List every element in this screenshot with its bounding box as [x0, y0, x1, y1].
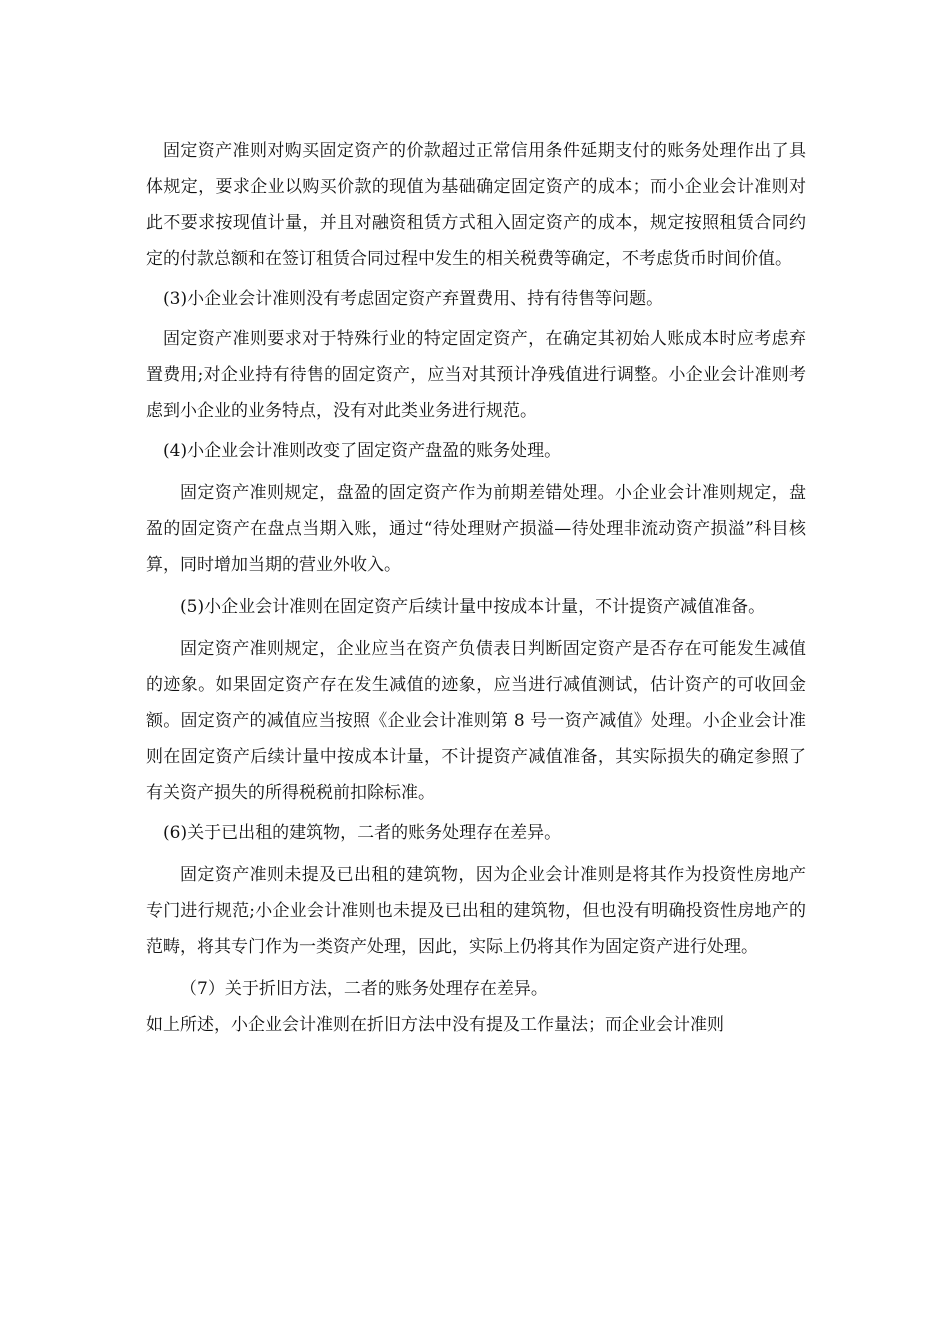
- paragraph-9: 固定资产准则未提及已出租的建筑物，因为企业会计准则是将其作为投资性房地产专门进行规范;小企业会计准则也未提及已出租的建筑物，但也没有明确投资性房地产的范畴，将其专门作为一类资产处理，因此，实际上仍将其作为固定资产进行处理。: [146, 865, 806, 957]
- paragraph-1: 固定资产准则对购买固定资产的价款超过正常信用条件延期支付的账务处理作出了具体规定，要求企业以购买价款的现值为基础确定固定资产的成本；而小企业会计准则对此不要求按现值计量，并且对融资租赁方式租入固定资产的成本，规定按照租赁合同约定的付款总额和在签订租赁合同过程中发生的相关税费等确定，不考虑货币时间价值。: [146, 141, 806, 269]
- paragraph-6-heading-5: (5)小企业会计准则在固定资产后续计量中按成本计量，不计提资产减值准备。: [180, 597, 766, 617]
- document-body: [146, 133, 806, 1043]
- paragraph-7: 固定资产准则规定，企业应当在资产负债表日判断固定资产是否存在可能发生减值的迹象。如果固定资产存在发生减值的迹象，应当进行减值测试，估计资产的可收回金额。固定资产的减值应当按照《企业会计准则第 8 号一资产减值》处理。小企业会计准则在固定资产后续计量中按成本计量，不计提资产减值准备，其实际损失的确定参照了有关资产损失的所得税税前扣除标准。: [146, 639, 806, 803]
- paragraph-8-heading-6: (6)关于已出租的建筑物，二者的账务处理存在差异。: [163, 823, 562, 843]
- paragraph-10-heading-7: （7）关于折旧方法，二者的账务处理存在差异。: [180, 979, 548, 999]
- paragraph-5: 固定资产准则规定，盘盈的固定资产作为前期差错处理。小企业会计准则规定，盘盈的固定资产在盘点当期入账，通过“待处理财产损溢—待处理非流动资产损溢”科目核算，同时增加当期的营业外收入。: [146, 483, 806, 575]
- paragraph-4-heading-4: (4)小企业会计准则改变了固定资产盘盈的账务处理。: [163, 441, 562, 461]
- paragraph-11: 如上所述，小企业会计准则在折旧方法中没有提及工作量法；而企业会计准则: [146, 1015, 724, 1035]
- paragraph-3: 固定资产准则要求对于特殊行业的特定固定资产，在确定其初始人账成本时应考虑弃置费用;对企业持有待售的固定资产，应当对其预计净残值进行调整。小企业会计准则考虑到小企业的业务特点，没有对此类业务进行规范。: [146, 329, 806, 421]
- paragraph-2-heading-3: (3)小企业会计准则没有考虑固定资产弃置费用、持有待售等问题。: [163, 289, 664, 309]
